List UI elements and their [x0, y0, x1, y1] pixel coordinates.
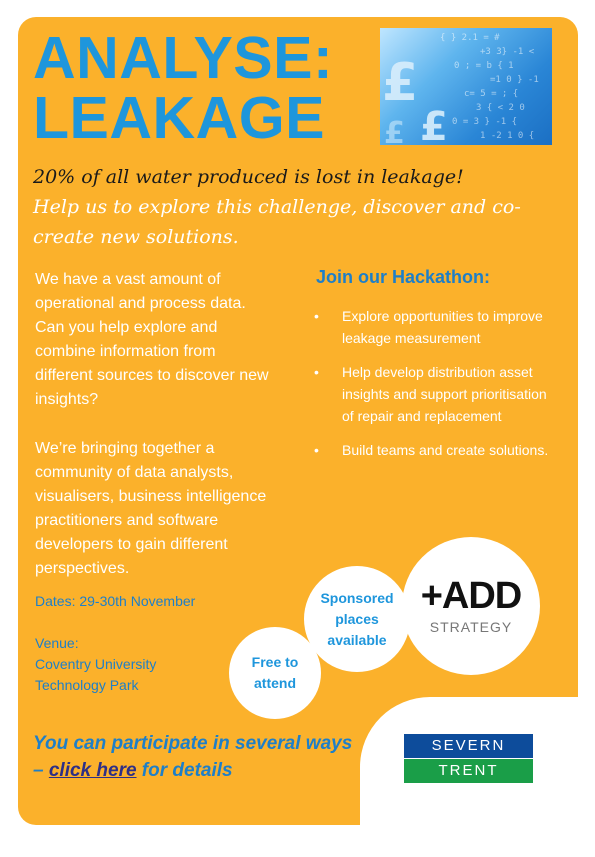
venue-line-2: Technology Park: [35, 677, 139, 693]
bullet-icon: •: [314, 364, 319, 380]
add-strategy-logo: [402, 537, 540, 675]
venue-line-1: Coventry University: [35, 656, 157, 672]
list-item: [314, 305, 554, 349]
bullet-icon: •: [314, 442, 319, 458]
list-item-text: Build teams and create solutions.: [342, 442, 549, 458]
event-dates: Dates: 29-30th November: [35, 593, 196, 609]
list-item-text: Explore opportunities to improve leakage measurement: [342, 308, 543, 346]
venue-label: Venue:: [35, 635, 79, 651]
svg-text:{ } 2.1 = #: { } 2.1 = #: [440, 33, 500, 43]
event-venue: [35, 633, 156, 696]
cta-text-before: You can participate in several ways –: [33, 733, 353, 781]
severn-trent-logo-bottom: TRENT: [404, 759, 533, 783]
free-badge-text: Free to attend: [251, 654, 299, 691]
subtitle-line-1: 20% of all water produced is lost in leakage!: [33, 166, 464, 188]
sponsored-places-badge: [304, 566, 410, 672]
hackathon-list: [314, 305, 554, 473]
details-link[interactable]: click here: [48, 760, 137, 781]
pound-sign-code-image: [380, 28, 552, 145]
svg-text:0 ; = b { 1: 0 ; = b { 1: [454, 61, 514, 71]
add-logo-text: +ADD: [420, 575, 522, 617]
title-line-1: ANALYSE:: [33, 25, 334, 91]
severn-trent-logo-top: SEVERN: [404, 734, 533, 758]
severn-trent-logo: [404, 734, 533, 783]
title-line-2: LEAKAGE: [33, 85, 325, 151]
sponsored-badge-text: Sponsored places available: [320, 589, 394, 648]
list-item: [314, 439, 554, 461]
svg-text:3 { < 2 0: 3 { < 2 0: [476, 103, 525, 113]
svg-text:c= 5 = ; {: c= 5 = ; {: [464, 89, 519, 99]
svg-text:+3 3} -1 <: +3 3} -1 <: [480, 47, 535, 57]
svg-text:£: £: [420, 104, 448, 145]
intro-paragraph-2: We’re bringing together a community of data analysts, visualisers, business intelligence practitioners and software developers to gain different perspectives.: [35, 440, 267, 577]
intro-paragraph-1: We have a vast amount of operational and process data. Can you help explore and combine information from different sources to discover new insights?: [35, 271, 269, 408]
add-logo-tagline: STRATEGY: [429, 619, 513, 635]
list-item-text: Help develop distribution asset insights and support prioritisation of repair and replacement: [342, 364, 547, 424]
svg-text:0 = 3 } -1 {: 0 = 3 } -1 {: [452, 117, 518, 127]
list-item: [314, 361, 554, 427]
pound-sign-icon: [380, 28, 552, 145]
hackathon-title: Join our Hackathon:: [316, 267, 491, 287]
free-to-attend-badge: [229, 627, 321, 719]
subtitle-line-2: Help us to explore this challenge, discover and co-create new solutions.: [33, 196, 521, 248]
svg-text:1 -2 1 0 {: 1 -2 1 0 {: [480, 131, 535, 141]
svg-text:£: £: [384, 116, 405, 145]
subtitle: [33, 162, 563, 252]
call-to-action: [33, 730, 353, 784]
cta-text-after: for details: [136, 760, 233, 781]
svg-text:£: £: [382, 53, 419, 113]
svg-text:=1 0 } -1: =1 0 } -1: [490, 75, 539, 85]
bullet-icon: •: [314, 308, 319, 324]
